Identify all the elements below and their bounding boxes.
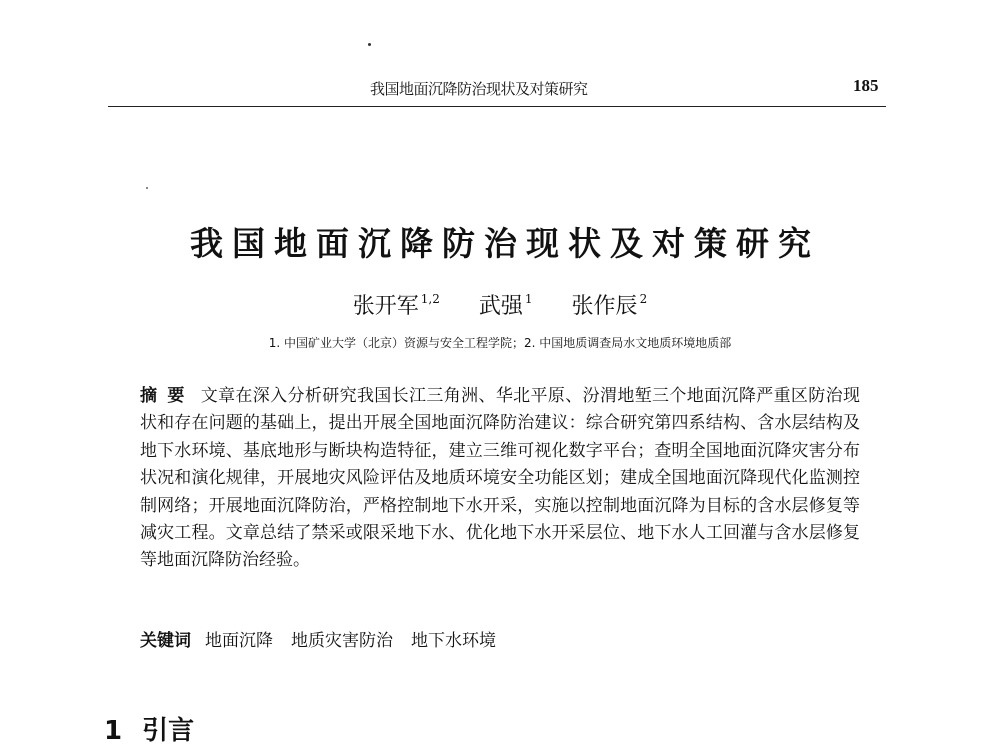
author-affiliation-mark: 1,2 xyxy=(420,292,440,306)
scan-speck xyxy=(368,43,371,46)
author-list xyxy=(0,289,1000,320)
header-rule xyxy=(108,106,886,107)
author-name: 张作辰 xyxy=(571,294,638,319)
author-affiliation-mark: 2 xyxy=(639,292,648,306)
author xyxy=(479,294,533,319)
abstract xyxy=(140,383,860,575)
author xyxy=(353,294,440,319)
page-number: 185 xyxy=(853,76,879,95)
section-number: 1 xyxy=(104,716,123,746)
section-heading xyxy=(104,710,194,747)
affiliations: 1. 中国矿业大学（北京）资源与安全工程学院；2. 中国地质调查局水文地质环境地质部 xyxy=(268,336,732,350)
abstract-label: 摘要 xyxy=(140,386,195,406)
running-head-title: 我国地面沉降防治现状及对策研究 xyxy=(370,80,588,98)
scan-speck xyxy=(146,187,148,189)
keyword: 地面沉降 xyxy=(205,631,273,651)
keyword: 地下水环境 xyxy=(411,631,496,651)
keywords-label: 关键词 xyxy=(140,631,191,651)
author-name: 张开军 xyxy=(352,294,419,319)
author-affiliation-mark: 1 xyxy=(524,292,533,306)
author xyxy=(572,294,648,319)
author-name: 武强 xyxy=(478,294,523,319)
keyword: 地质灾害防治 xyxy=(291,631,393,651)
abstract-text: 文章在深入分析研究我国长江三角洲、华北平原、汾渭地堑三个地面沉降严重区防治现状和存在问题的基础上，提出开展全国地面沉降防治建议：综合研究第四系结构、含水层结构及地下水环境、基底地形与断块构造特征，建立三维可视化数字平台；查明全国地面沉降灾害分布状况和演化规律，开展地灾风险评估及地质环境安全功能区划；建成全国地面沉降现代化监测控制网络；开展地面沉降防治，严格控制地下水开采，实施以控制地面沉降为目标的含水层修复等减灾工程。文章总结了禁采或限采地下水、优化地下水开采层位、地下水人工回灌与含水层修复等地面沉降防治经验。 xyxy=(140,386,860,571)
section-title: 引言 xyxy=(142,716,195,746)
keywords xyxy=(140,628,860,655)
paper-title: 我国地面沉降防治现状及对策研究 xyxy=(190,224,820,263)
